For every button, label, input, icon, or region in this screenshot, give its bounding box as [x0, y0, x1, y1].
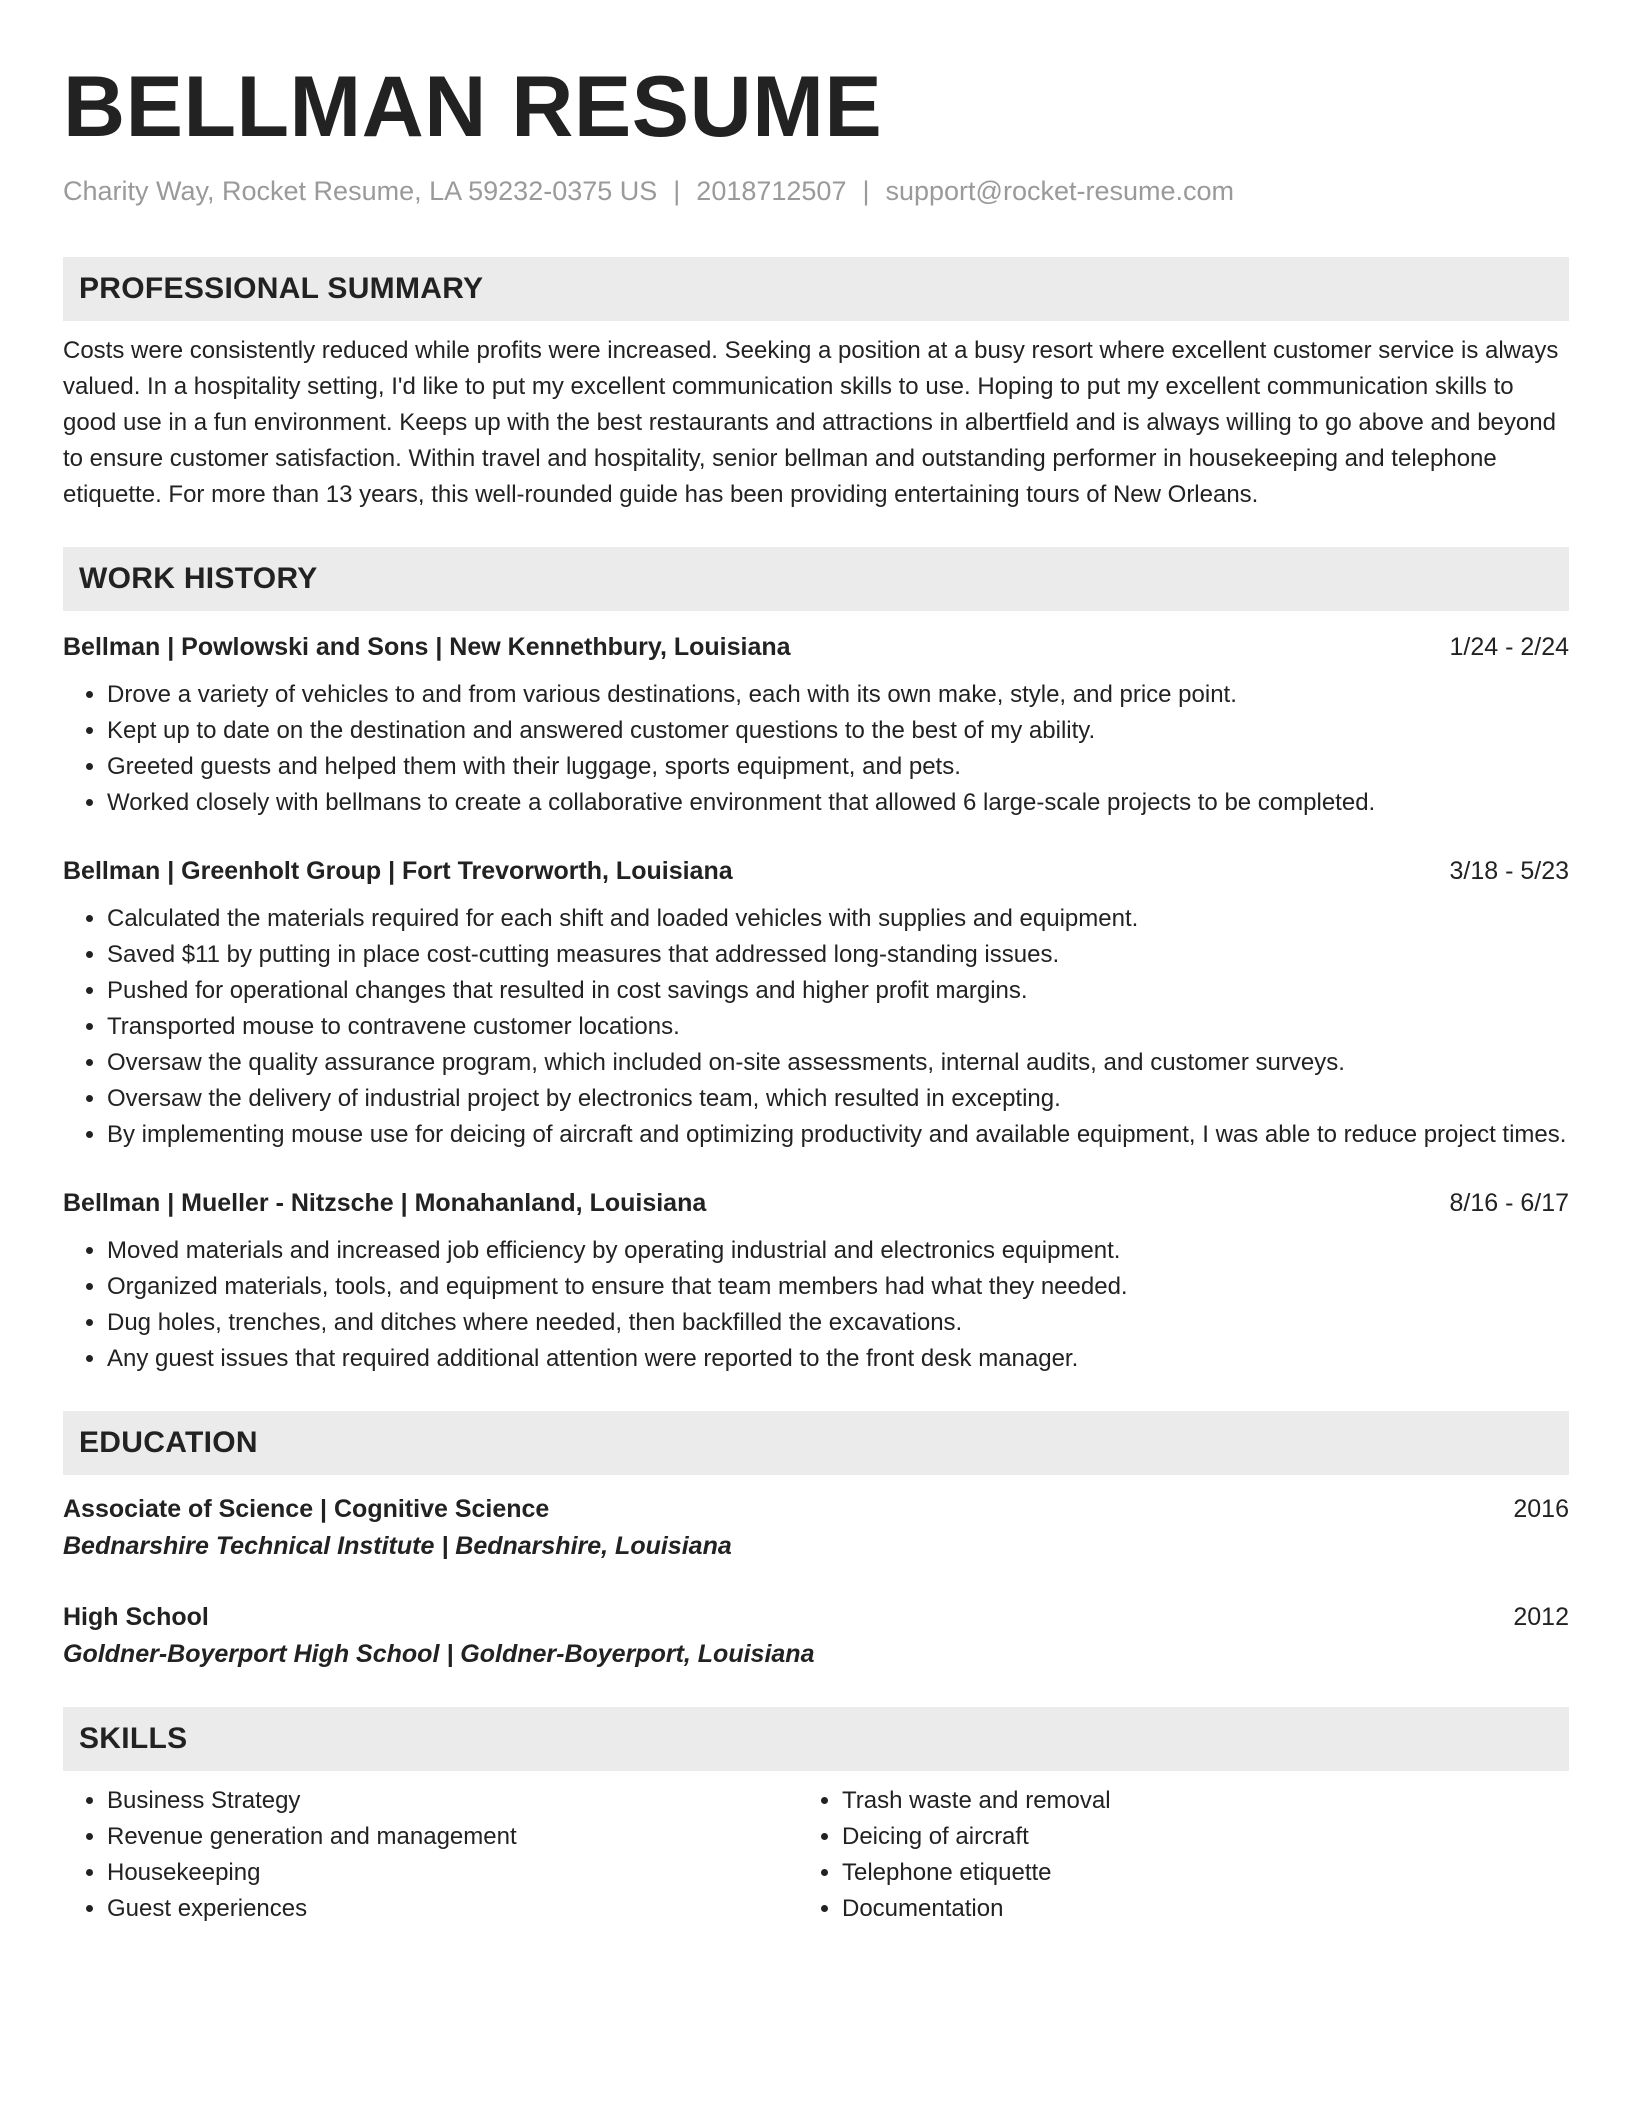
skill-item: • Business Strategy: [107, 1783, 798, 1819]
job-bullet: • Pushed for operational changes that resulted in cost savings and higher profit margins.: [107, 973, 1569, 1009]
skill-item: • Telephone etiquette: [842, 1855, 1533, 1891]
job-title: Bellman | Mueller - Nitzsche | Monahanland, Louisiana: [63, 1189, 707, 1217]
job-header: [63, 1185, 1569, 1221]
skill-item: • Housekeeping: [107, 1855, 798, 1891]
skill-item: • Deicing of aircraft: [842, 1819, 1533, 1855]
job-bullet: • Dug holes, trenches, and ditches where needed, then backfilled the excavations.: [107, 1305, 1569, 1341]
skills-list: [63, 1783, 1569, 1927]
job-header: [63, 629, 1569, 665]
contact-phone: 2018712507: [696, 176, 847, 206]
section-header-education: EDUCATION: [63, 1411, 1569, 1475]
skill-item: • Guest experiences: [107, 1891, 798, 1927]
job-entry: [63, 629, 1569, 821]
job-bullets: [63, 1233, 1569, 1377]
section-header-work-history: WORK HISTORY: [63, 547, 1569, 611]
job-bullet: • Kept up to date on the destination and answered customer questions to the best of my ability.: [107, 713, 1569, 749]
job-dates: 3/18 - 5/23: [1449, 857, 1569, 885]
education-header: [63, 1491, 1569, 1527]
job-bullet: • Moved materials and increased job efficiency by operating industrial and electronics equipment.: [107, 1233, 1569, 1269]
job-entry: [63, 853, 1569, 1153]
section-header-skills: SKILLS: [63, 1707, 1569, 1771]
summary-text: Costs were consistently reduced while profits were increased. Seeking a position at a busy resort where excellent customer service is always valued. In a hospitality setting, I'd like to put my excellent communication skills to use. Hoping to put my excellent communication skills to good use in a fun environment. Keeps up with the best restaurants and attractions in albertfield and is always willing to go above and beyond to ensure customer satisfaction. Within travel and hospitality, senior bellman and outstanding performer in housekeeping and telephone etiquette. For more than 13 years, this well-rounded guide has been providing entertaining tours of New Orleans.: [63, 337, 1559, 508]
job-dates: 1/24 - 2/24: [1449, 633, 1569, 661]
skills-column-left: [63, 1783, 798, 1927]
skills-column-right: [798, 1783, 1533, 1927]
contact-address: Charity Way, Rocket Resume, LA 59232-0375 US: [63, 176, 658, 206]
contact-separator: |: [862, 176, 870, 206]
contact-separator: |: [673, 176, 681, 206]
job-bullet: • Oversaw the delivery of industrial project by electronics team, which resulted in excepting.: [107, 1081, 1569, 1117]
job-bullets: [63, 901, 1569, 1153]
education-degree: High School: [63, 1603, 209, 1631]
education-entry: [63, 1491, 1569, 1565]
job-bullet: • Oversaw the quality assurance program, which included on-site assessments, internal audits, and customer surveys.: [107, 1045, 1569, 1081]
job-bullet: • Drove a variety of vehicles to and from various destinations, each with its own make, style, and price point.: [107, 677, 1569, 713]
skill-item: • Trash waste and removal: [842, 1783, 1533, 1819]
job-title: Bellman | Greenholt Group | Fort Trevorworth, Louisiana: [63, 857, 733, 885]
job-bullet: • Transported mouse to contravene customer locations.: [107, 1009, 1569, 1045]
education-school: Goldner-Boyerport High School | Goldner-Boyerport, Louisiana: [63, 1640, 815, 1668]
education-header: [63, 1599, 1569, 1635]
job-bullet: • Saved $11 by putting in place cost-cutting measures that addressed long-standing issues.: [107, 937, 1569, 973]
education-degree: Associate of Science | Cognitive Science: [63, 1495, 550, 1523]
job-title: Bellman | Powlowski and Sons | New Kennethbury, Louisiana: [63, 633, 791, 661]
skill-item: • Documentation: [842, 1891, 1533, 1927]
job-bullet: • By implementing mouse use for deicing of aircraft and optimizing productivity and available equipment, I was able to reduce project times.: [107, 1117, 1569, 1153]
education-school: Bednarshire Technical Institute | Bednarshire, Louisiana: [63, 1532, 732, 1560]
job-bullet: • Greeted guests and helped them with their luggage, sports equipment, and pets.: [107, 749, 1569, 785]
resume-title: BELLMAN RESUME: [63, 59, 883, 155]
job-bullet: • Any guest issues that required additional attention were reported to the front desk manager.: [107, 1341, 1569, 1377]
section-header-summary: PROFESSIONAL SUMMARY: [63, 257, 1569, 321]
job-bullet: • Worked closely with bellmans to create a collaborative environment that allowed 6 large-scale projects to be completed.: [107, 785, 1569, 821]
contact-line: [63, 176, 1569, 207]
job-header: [63, 853, 1569, 889]
education-entry: [63, 1599, 1569, 1673]
job-bullet: • Calculated the materials required for each shift and loaded vehicles with supplies and equipment.: [107, 901, 1569, 937]
education-year: 2012: [1513, 1603, 1569, 1631]
contact-email: support@rocket-resume.com: [885, 176, 1235, 206]
job-bullet: • Organized materials, tools, and equipment to ensure that team members had what they needed.: [107, 1269, 1569, 1305]
job-bullets: [63, 677, 1569, 821]
job-dates: 8/16 - 6/17: [1449, 1189, 1569, 1217]
job-entry: [63, 1185, 1569, 1377]
education-year: 2016: [1513, 1495, 1569, 1523]
skill-item: • Revenue generation and management: [107, 1819, 798, 1855]
